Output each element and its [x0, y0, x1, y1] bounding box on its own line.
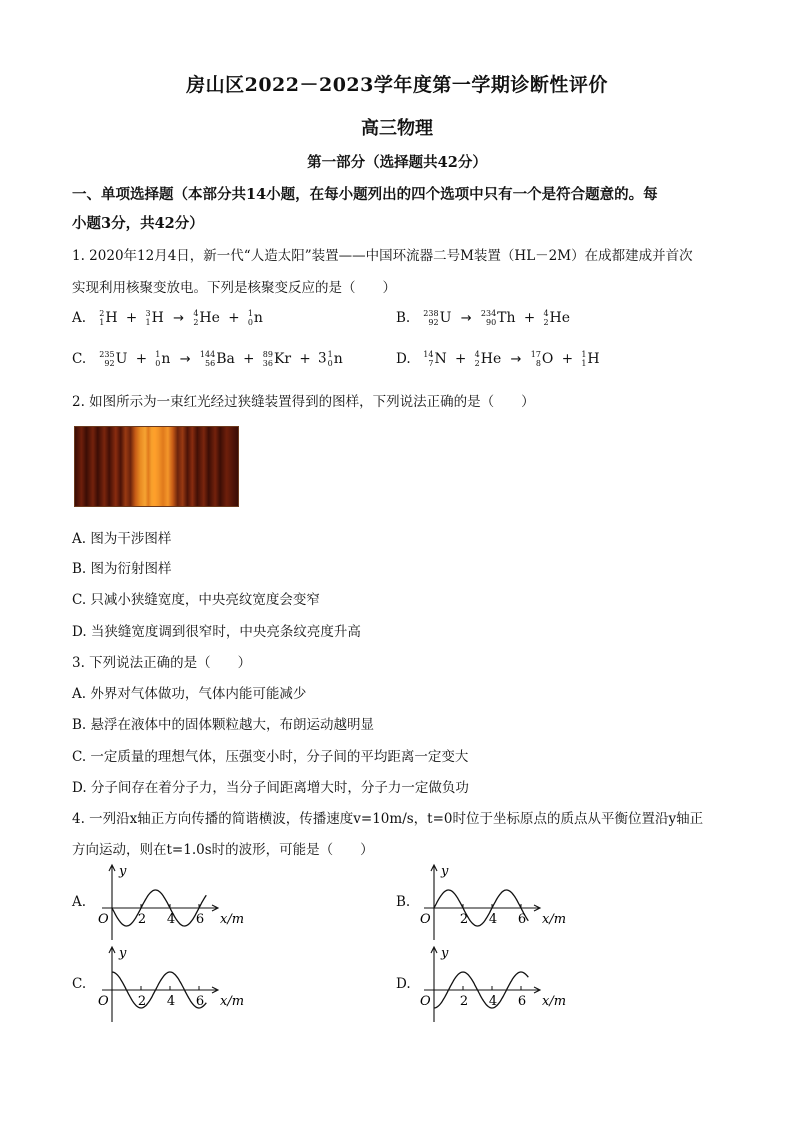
section-heading [72, 180, 732, 238]
wave-graph-c [96, 944, 246, 1022]
nuclide: 144 56 Ba [199, 350, 235, 368]
q4-option-label: C. [72, 976, 87, 992]
nuclide: 4 2 He [193, 309, 220, 327]
q3-option-c: C. 一定质量的理想气体，压强变小时，分子间的平均距离一定变大 [72, 749, 469, 765]
x-tick-label: 4 [166, 994, 176, 1009]
page-title: 房山区2022－2023学年度第一学期诊断性评价 [186, 74, 608, 96]
wave-graph-d [418, 944, 568, 1022]
wave-graph-a [96, 862, 246, 940]
x-tick-label: 4 [166, 912, 176, 927]
nuclide: 2 1 H [99, 309, 118, 327]
option-label: A. [72, 309, 87, 326]
x-tick-label: 4 [488, 912, 498, 927]
nuclide: 238 92 U [423, 309, 452, 327]
q4-stem-line2: 方向运动，则在t=1.0s时的波形，可能是（ ） [72, 842, 374, 858]
wave-graph-b [418, 862, 568, 940]
origin-label: O [98, 912, 109, 927]
nuclide: 235 92 U [99, 350, 128, 368]
x-tick-label: 6 [195, 912, 205, 927]
q3-option-d: D. 分子间存在着分子力，当分子间距离增大时，分子力一定做负功 [72, 780, 469, 796]
q2-option-c: C. 只减小狭缝宽度，中央亮纹宽度会变窄 [72, 592, 320, 608]
nuclide: 17 8 O [530, 350, 554, 368]
origin-label: O [420, 994, 431, 1009]
nuclide: 14 7 N [423, 350, 447, 368]
reaction-arrow: → [179, 351, 191, 367]
x-axis-label: x/m [220, 912, 245, 927]
nuclide: 3 1 H [145, 309, 164, 327]
q4-option-label: A. [72, 894, 87, 910]
x-axis-label: x/m [220, 994, 245, 1009]
reaction-arrow: → [460, 310, 472, 326]
section-heading-line1: 一、单项选择题（本部分共14小题，在每小题列出的四个选项中只有一个是符合题意的。每 [72, 186, 658, 203]
nuclide: 1 0 n [247, 309, 263, 327]
origin-label: O [98, 994, 109, 1009]
wave-plot [96, 862, 256, 942]
q4-option-label: D. [396, 976, 411, 992]
option-label: C. [72, 350, 87, 367]
y-axis-label: y [119, 864, 127, 879]
x-tick-label: 2 [137, 912, 147, 927]
wave-plot [418, 944, 578, 1024]
option-label: B. [396, 309, 411, 326]
x-tick-label: 6 [517, 994, 527, 1009]
section-heading-line2: 小题3分，共42分） [72, 215, 204, 232]
x-tick-label: 6 [517, 912, 527, 927]
nuclide: 89 36 Kr [262, 350, 292, 368]
q2-option-d: D. 当狭缝宽度调到很窄时，中央亮条纹亮度升高 [72, 624, 361, 640]
reaction-arrow: → [173, 310, 185, 326]
x-tick-label: 2 [137, 994, 147, 1009]
q1-option-d: D. 14 7 N + 4 2 He → 17 8 O + 1 1 H [396, 350, 600, 368]
q2-option-a: A. 图为干涉图样 [72, 531, 172, 547]
reaction-arrow: → [510, 351, 522, 367]
x-tick-label: 6 [195, 994, 205, 1009]
option-label: D. [396, 350, 411, 367]
y-axis-label: y [441, 946, 449, 961]
y-axis-label: y [119, 946, 127, 961]
part-heading: 第一部分（选择题共42分） [307, 154, 487, 171]
q2-stem: 2. 如图所示为一束红光经过狭缝装置得到的图样，下列说法正确的是（ ） [72, 394, 535, 410]
origin-label: O [420, 912, 431, 927]
nuclide: 4 2 He [474, 350, 502, 368]
x-axis-label: x/m [542, 912, 567, 927]
q1-stem-line1: 1. 2020年12月4日，新一代“人造太阳”装置——中国环流器二号M装置（HL－2M）在成都建成并首次 [72, 248, 693, 264]
q1-stem-line2: 实现利用核聚变放电。下列是核聚变反应的是（ ） [72, 280, 396, 296]
q3-stem: 3. 下列说法正确的是（ ） [72, 655, 252, 671]
y-axis-label: y [441, 864, 449, 879]
wave-plot [96, 944, 256, 1024]
nuclide: 1 1 H [581, 350, 600, 368]
q3-option-a: A. 外界对气体做功，气体内能可能减少 [72, 686, 307, 702]
q1-option-c: C. 235 92 U + 1 0 n → 144 56 Ba + 89 36 Kr + 3 1 0 n [72, 350, 343, 368]
x-axis-label: x/m [542, 994, 567, 1009]
subject-title: 高三物理 [361, 118, 433, 139]
x-tick-label: 2 [459, 912, 469, 927]
q1-option-a: A. 2 1 H + 3 1 H → 4 2 He + 1 0 n [72, 309, 263, 327]
q2-option-b: B. 图为衍射图样 [72, 561, 172, 577]
q1-option-b: B. 238 92 U → 234 90 Th + 4 2 He [396, 309, 571, 327]
q3-option-b: B. 悬浮在液体中的固体颗粒越大，布朗运动越明显 [72, 717, 375, 733]
q4-option-label: B. [396, 894, 411, 910]
nuclide: 234 90 Th [480, 309, 516, 327]
diffraction-pattern-image [74, 426, 239, 507]
nuclide: 1 0 n [327, 350, 343, 368]
wave-plot [418, 862, 578, 942]
coefficient: 3 [318, 350, 327, 367]
q4-stem-line1: 4. 一列沿x轴正方向传播的简谐横波，传播速度v=10m/s，t=0时位于坐标原点的质点从平衡位置沿y轴正 [72, 811, 704, 827]
x-tick-label: 2 [459, 994, 469, 1009]
x-tick-label: 4 [488, 994, 498, 1009]
nuclide: 4 2 He [543, 309, 571, 327]
nuclide: 1 0 n [155, 350, 171, 368]
